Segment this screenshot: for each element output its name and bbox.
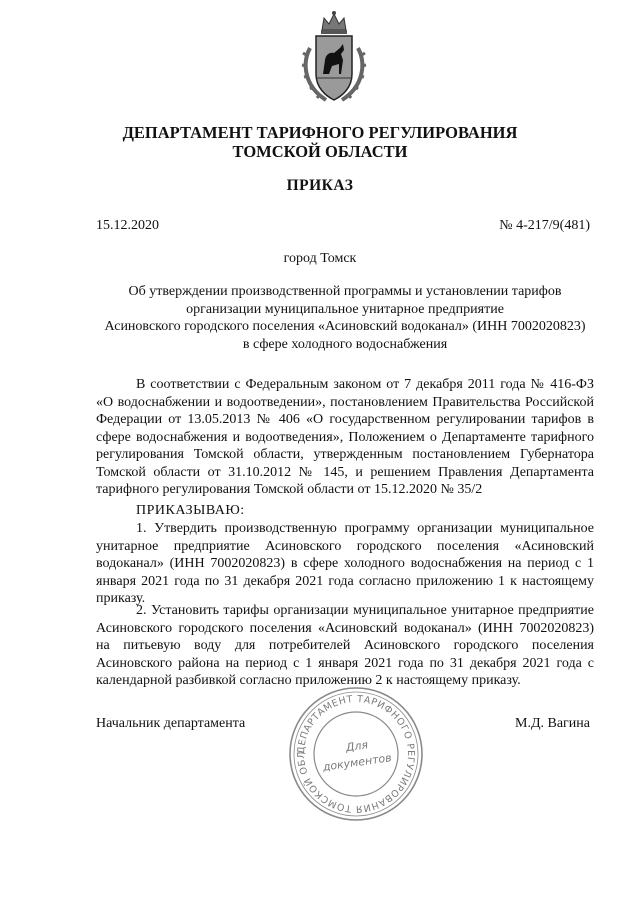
subject-line: организации муниципальное унитарное предприятие: [186, 301, 504, 317]
city-name: город Томск: [283, 251, 357, 266]
seal-center-line1: Для: [345, 738, 369, 755]
seal-ring-text: ДЕПАРТАМЕНТ ТАРИФНОГО РЕГУЛИРОВАНИЯ ТОМСКОЙ ОБЛ: [295, 693, 417, 815]
order-item-2: 2. Установить тарифы организации муниципальное унитарное предприятие Асиновского городского поселения «Асиновский водоканал» (ИНН 7002020823) на питьевую воду для потребителей Асиновского городского поселения Асиновского района на период с 1 января 2021 года по 31 декабря 2021 года с календарной разбивкой согласно приложению 2 к настоящему приказу.: [96, 603, 594, 688]
subject-line: Асиновского городского поселения «Асиновский водоканал» (ИНН 7002020823): [104, 319, 586, 334]
document-number: № 4-217/9(481): [499, 218, 590, 233]
department-title: [0, 123, 640, 161]
document-date: 15.12.2020: [96, 218, 159, 233]
order-item-1: 1. Утвердить производственную программу организации муниципальное унитарное предприятие Асиновского городского поселения «Асиновский водоканал» (ИНН 7002020823) в сфере холодного водоснабжения на период с 1 января 2021 года по 31 декабря 2021 года согласно приложению 1 к настоящему приказу.: [96, 521, 594, 606]
coat-of-arms-icon: [296, 8, 372, 108]
department-title-line1: ДЕПАРТАМЕНТ ТАРИФНОГО РЕГУЛИРОВАНИЯ: [122, 123, 518, 142]
signatory-name: М.Д. Вагина: [515, 716, 590, 731]
document-subject: [80, 283, 610, 353]
subject-line: в сфере холодного водоснабжения: [242, 336, 448, 352]
seal-center-line2: документов: [321, 751, 393, 774]
document-type: ПРИКАЗ: [286, 177, 354, 194]
subject-line: Об утверждении производственной программы и установлении тарифов: [128, 284, 562, 299]
signatory-position: Начальник департамента: [96, 716, 246, 731]
preamble-paragraph: В соответствии с Федеральным законом от 7 декабря 2011 года № 416-ФЗ «О водоснабжении и водоотведении», постановлением Правительства Российской Федерации от 13.05.2013 № 406 «О государственном регулировании тарифов в сфере водоснабжения и водоотведения», Положением о Департаменте тарифного регулирования Томской области, утвержденным постановлением Губернатора Томской области от 31.10.2012 № 145, и решением Правления Департамента тарифного регулирования Томской области от 15.12.2020 № 35/2: [96, 377, 594, 497]
official-seal-icon: [286, 684, 426, 824]
command-word: ПРИКАЗЫВАЮ:: [136, 503, 245, 518]
department-title-line2: ТОМСКОЙ ОБЛАСТИ: [232, 142, 408, 161]
